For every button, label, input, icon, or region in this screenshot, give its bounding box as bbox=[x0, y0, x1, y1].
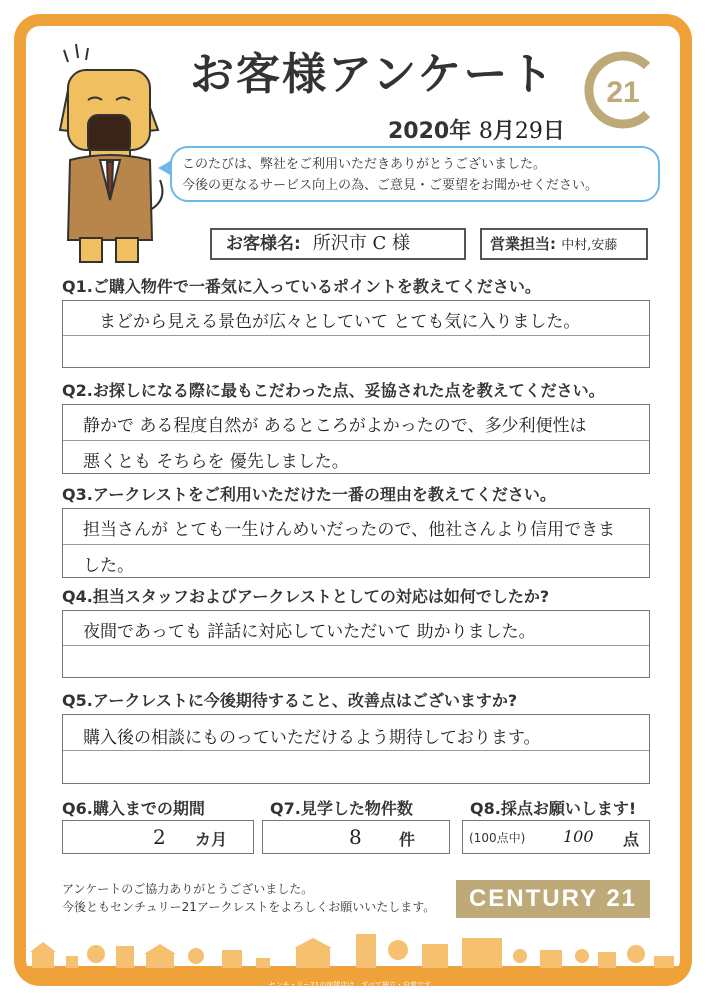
answer-3-line-1: 担当さんが とても一生けんめいだったので、他社さんより信用できま bbox=[83, 520, 616, 540]
answer-6-unit: カ月 bbox=[195, 830, 228, 849]
answer-3-box bbox=[62, 508, 650, 578]
answer-2-line-1: 静かで ある程度自然が あるところがよかったので、多少利便性は bbox=[83, 416, 587, 436]
staff-label: 営業担当: bbox=[490, 235, 556, 253]
town-illustration bbox=[26, 928, 680, 978]
answer-8-prefix: (100点中) bbox=[469, 831, 526, 845]
customer-label: お客様名: bbox=[226, 234, 301, 254]
greeting-speech-bubble bbox=[170, 146, 660, 202]
footer-line-2: 今後ともセンチュリー21アークレストをよろしくお願いいたします。 bbox=[62, 900, 436, 914]
customer-name-box bbox=[210, 228, 466, 260]
question-1: Q1.ご購入物件で一番気に入っているポイントを教えてください。 bbox=[62, 277, 541, 296]
answer-2-line-2: 悪くとも そちらを 優先しました。 bbox=[83, 452, 349, 472]
staff-box bbox=[480, 228, 648, 260]
century21-logo bbox=[583, 50, 663, 130]
date-day: 29 bbox=[514, 119, 543, 144]
page-title: お客様アンケート bbox=[190, 49, 556, 100]
footer-line-1: アンケートのご協力ありがとうございました。 bbox=[62, 882, 314, 896]
answer-7-unit: 件 bbox=[399, 830, 416, 849]
date-month: 8 bbox=[478, 119, 493, 144]
customer-name: 所沢市 C 様 bbox=[312, 233, 410, 254]
footer-message bbox=[62, 880, 435, 916]
century21-brand-banner: CENTURY 21 bbox=[456, 880, 650, 918]
question-7: Q7.見学した物件数 bbox=[270, 799, 413, 818]
answer-2-box bbox=[62, 404, 650, 474]
answer-8-box bbox=[462, 820, 650, 854]
date-month-unit: 月 bbox=[492, 119, 515, 144]
date-day-unit: 日 bbox=[542, 119, 565, 144]
mascot-dog-illustration bbox=[40, 40, 170, 270]
answer-line-divider bbox=[63, 750, 649, 751]
answer-6-box bbox=[62, 820, 254, 854]
staff-name: 中村,安藤 bbox=[561, 238, 618, 253]
answer-7-value: 8 bbox=[349, 825, 362, 849]
answer-8-value: 100 bbox=[563, 827, 594, 846]
greeting-line-1: このたびは、弊社をご利用いただきありがとうございました。 bbox=[182, 157, 547, 172]
date-year: 2020年 bbox=[388, 119, 472, 144]
answer-3-line-2: した。 bbox=[83, 556, 134, 576]
answer-5-box bbox=[62, 714, 650, 784]
survey-date bbox=[388, 114, 565, 145]
answer-line-divider bbox=[63, 440, 649, 441]
question-2: Q2.お探しになる際に最もこだわった点、妥協された点を教えてください。 bbox=[62, 381, 605, 400]
question-8: Q8.採点お願いします! bbox=[470, 799, 637, 818]
town-caption: センチュリー21の加盟店は、すべて独立・自営です。 bbox=[268, 981, 438, 989]
answer-line-divider bbox=[63, 544, 649, 545]
answer-line-divider bbox=[63, 335, 649, 336]
question-5: Q5.アークレストに今後期待すること、改善点はございますか? bbox=[62, 691, 518, 710]
logo-number: 21 bbox=[606, 76, 640, 109]
answer-4-box bbox=[62, 610, 650, 678]
answer-5-line-1: 購入後の相談にものっていただけるよう期待しております。 bbox=[83, 728, 541, 748]
answer-8-unit: 点 bbox=[623, 830, 640, 849]
greeting-line-2: 今後の更なるサービス向上の為、ご意見・ご要望をお聞かせください。 bbox=[182, 178, 599, 193]
question-3: Q3.アークレストをご利用いただけた一番の理由を教えてください。 bbox=[62, 485, 556, 504]
answer-1-box bbox=[62, 300, 650, 368]
question-4: Q4.担当スタッフおよびアークレストとしての対応は如何でしたか? bbox=[62, 587, 550, 606]
question-6: Q6.購入までの期間 bbox=[62, 799, 205, 818]
answer-6-value: 2 bbox=[153, 825, 166, 849]
answer-1-line-1: まどから見える景色が広々としていて とても気に入りました。 bbox=[99, 312, 581, 332]
answer-4-line-1: 夜間であっても 詳話に対応していただいて 助かりました。 bbox=[83, 622, 536, 642]
answer-7-box bbox=[262, 820, 450, 854]
answer-line-divider bbox=[63, 645, 649, 646]
